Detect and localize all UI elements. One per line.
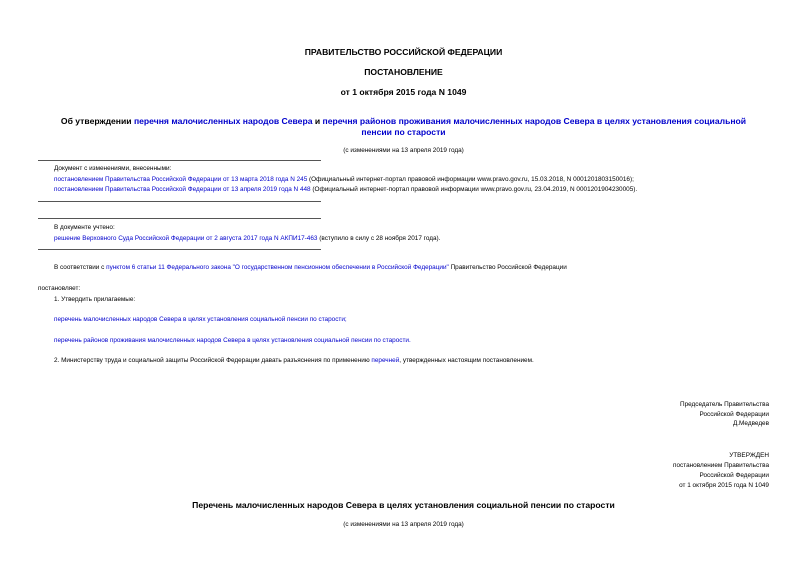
accounted-heading: В документе учтено:	[54, 224, 115, 231]
title-link-regions-list[interactable]: перечня районов проживания малочисленных народов Севера в целях установления социальной пенсии по старости	[322, 116, 747, 137]
divider	[38, 218, 321, 219]
approval-block	[673, 451, 769, 491]
court-decision-link[interactable]: решение Верховного Суда Российской Федерации от 2 августа 2017 года N АКПИ17-463	[54, 235, 318, 242]
divider	[38, 201, 321, 202]
annex-changes-note: (с изменениями на 13 апреля 2019 года)	[343, 521, 464, 528]
document-type: ПОСТАНОВЛЕНИЕ	[364, 67, 443, 77]
intro-suffix: Правительство Российской Федерации	[448, 264, 567, 271]
list-item	[54, 316, 347, 323]
document-title	[45, 116, 762, 138]
item-2	[54, 357, 534, 364]
title-prefix: Об утверждении	[60, 116, 134, 126]
approval-heading: УТВЕРЖДЕН	[729, 452, 769, 459]
item-1: 1. Утвердить прилагаемые:	[54, 296, 136, 303]
intro-paragraph	[54, 264, 567, 271]
amendment-item	[54, 176, 634, 183]
intro-prefix: В соответствии с	[54, 264, 107, 271]
amendment-source: (Официальный интернет-портал правовой информации www.pravo.gov.ru, 23.04.2019, N 0001201904230005).	[310, 186, 638, 193]
government-name: ПРАВИТЕЛЬСТВО РОССИЙСКОЙ ФЕДЕРАЦИИ	[304, 47, 503, 57]
signature-country: Российской Федерации	[699, 410, 769, 418]
title-middle: и	[312, 116, 323, 126]
title-link-peoples-list[interactable]: перечня малочисленных народов Севера	[133, 116, 313, 126]
regions-list-link[interactable]: перечень районов проживания малочисленных народов Севера в целях установления социальной пенсии по старости.	[54, 337, 411, 344]
amendments-heading: Документ с изменениями, внесенными:	[54, 165, 172, 172]
list-item	[54, 337, 411, 344]
court-decision-note: (вступило в силу с 28 ноября 2017 года).	[317, 235, 441, 242]
item-2-suffix: , утвержденных настоящим постановлением.	[399, 357, 534, 364]
item-2-prefix: 2. Министерству труда и социальной защиты Российской Федерации давать разъяснения по применению	[54, 357, 372, 364]
amendment-link[interactable]: постановлением Правительства Российской Федерации от 13 марта 2018 года N 245	[54, 176, 308, 183]
divider	[38, 160, 321, 161]
accounted-item	[54, 235, 440, 242]
annex-title: Перечень малочисленных народов Севера в целях установления социальной пенсии по старости	[192, 500, 615, 510]
law-article-link[interactable]: пунктом 6 статьи 11 Федерального закона "О государственном пенсионном обеспечении в Российской Федерации"	[106, 264, 449, 271]
signature-block	[680, 400, 769, 429]
changes-note: (с изменениями на 13 апреля 2019 года)	[343, 147, 464, 154]
approval-by: постановлением Правительства	[673, 462, 769, 469]
approval-country: Российской Федерации	[699, 472, 769, 479]
peoples-list-link[interactable]: перечень малочисленных народов Севера в целях установления социальной пенсии по старости;	[54, 316, 347, 323]
document-date-number: от 1 октября 2015 года N 1049	[340, 87, 467, 97]
signature-position: Председатель Правительства	[680, 401, 769, 408]
amendment-source: (Официальный интернет-портал правовой информации www.pravo.gov.ru, 15.03.2018, N 0001201803150016);	[307, 176, 634, 183]
amendment-link[interactable]: постановлением Правительства Российской Федерации от 13 апреля 2019 года N 448	[54, 186, 311, 193]
amendment-item	[54, 186, 637, 193]
signature-name: Д.Медведев	[732, 420, 769, 427]
decrees-word: постановляет:	[38, 285, 81, 292]
lists-link[interactable]: перечней	[371, 357, 400, 364]
approval-date: от 1 октября 2015 года N 1049	[679, 482, 769, 489]
divider	[38, 249, 321, 250]
